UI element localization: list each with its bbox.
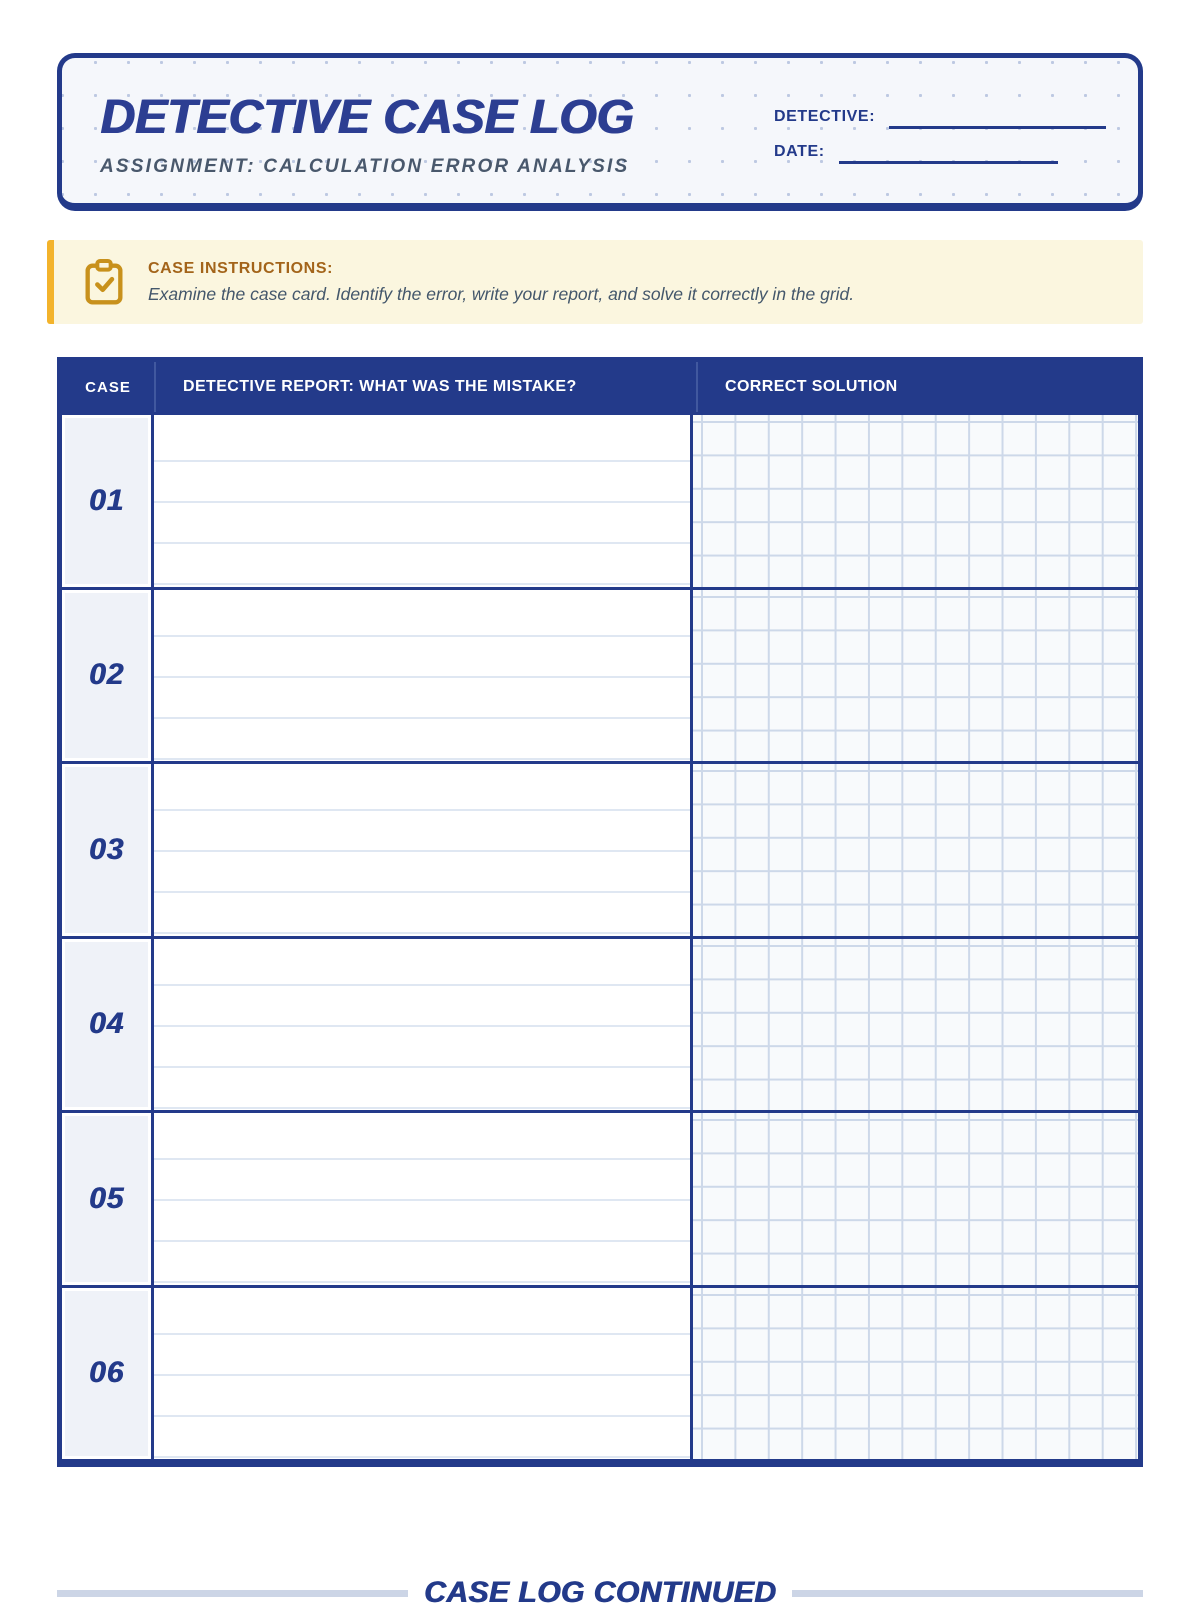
report-writing-area[interactable] bbox=[151, 1113, 693, 1285]
solution-grid-area[interactable] bbox=[693, 1288, 1138, 1460]
case-row-06 bbox=[62, 1285, 1138, 1460]
date-input-line[interactable] bbox=[839, 161, 1058, 164]
solution-grid-area[interactable] bbox=[693, 415, 1138, 587]
case-number-cell: 03 bbox=[62, 764, 151, 936]
solution-grid-area[interactable] bbox=[693, 1113, 1138, 1285]
name-date-fields bbox=[774, 108, 1106, 203]
case-log-table bbox=[57, 357, 1143, 1467]
case-number-cell: 04 bbox=[62, 939, 151, 1111]
report-writing-area[interactable] bbox=[151, 415, 693, 587]
report-writing-area[interactable] bbox=[151, 590, 693, 762]
case-number-cell: 01 bbox=[62, 415, 151, 587]
case-number-cell: 06 bbox=[62, 1288, 151, 1460]
report-writing-area[interactable] bbox=[151, 1288, 693, 1460]
case-number-cell: 05 bbox=[62, 1113, 151, 1285]
column-header-solution: CORRECT SOLUTION bbox=[696, 362, 1138, 412]
footer-divider-right bbox=[792, 1590, 1143, 1597]
detective-input-line[interactable] bbox=[889, 126, 1106, 129]
instructions-body: Examine the case card. Identify the error, write your report, and solve it correctly in the grid. bbox=[148, 283, 855, 304]
title-block bbox=[100, 91, 634, 203]
detective-label: DETECTIVE: bbox=[774, 108, 876, 125]
assignment-subtitle: ASSIGNMENT: CALCULATION ERROR ANALYSIS bbox=[100, 156, 630, 177]
worksheet-header bbox=[57, 53, 1143, 211]
case-row-04 bbox=[62, 936, 1138, 1111]
footer-divider-left bbox=[57, 1590, 408, 1597]
date-field-row bbox=[774, 143, 1106, 161]
report-writing-area[interactable] bbox=[151, 764, 693, 936]
instruction-text-block bbox=[148, 260, 854, 305]
case-row-05 bbox=[62, 1110, 1138, 1285]
table-body bbox=[62, 412, 1138, 1459]
clipboard-check-icon bbox=[84, 258, 124, 306]
case-row-02 bbox=[62, 587, 1138, 762]
column-header-case: CASE bbox=[85, 378, 131, 396]
table-header-row bbox=[62, 362, 1138, 412]
page-footer bbox=[57, 1576, 1143, 1610]
instructions-heading: CASE INSTRUCTIONS: bbox=[148, 259, 334, 277]
solution-grid-area[interactable] bbox=[693, 939, 1138, 1111]
date-label: DATE: bbox=[774, 143, 825, 160]
page-title: DETECTIVE CASE LOG bbox=[100, 91, 634, 144]
case-instructions-callout bbox=[47, 240, 1143, 324]
detective-field-row bbox=[774, 108, 1106, 126]
case-number-cell: 02 bbox=[62, 590, 151, 762]
continuation-label: CASE LOG CONTINUED bbox=[423, 1576, 777, 1609]
report-writing-area[interactable] bbox=[151, 939, 693, 1111]
column-header-report: DETECTIVE REPORT: WHAT WAS THE MISTAKE? bbox=[154, 362, 696, 412]
case-row-01 bbox=[62, 412, 1138, 587]
case-row-03 bbox=[62, 761, 1138, 936]
solution-grid-area[interactable] bbox=[693, 590, 1138, 762]
solution-grid-area[interactable] bbox=[693, 764, 1138, 936]
